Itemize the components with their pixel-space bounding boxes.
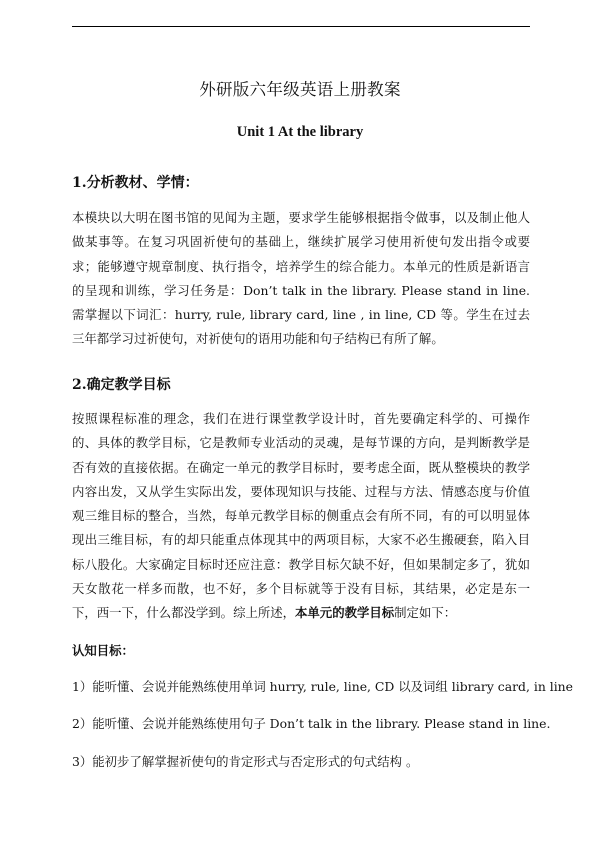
cognitive-goal-item: 2）能听懂、会说并能熟练使用句子 Don’t talk in the library. Please stand in line. xyxy=(72,716,551,731)
objectives-paragraph-bold: 本单元的教学目标 xyxy=(295,605,395,621)
objectives-paragraph xyxy=(72,407,530,626)
objectives-paragraph-main: 按照课程标准的理念，我们在进行课堂教学设计时，首先要确定科学的、可操作的、具体的教学目标，它是教师专业活动的灵魂，是每节课的方向，是判断教学是否有效的直接依据。在确定一单元的教学目标时，要考虑全面，既从整模块的教学内容出发，又从学生实际出发，要体现知识与技能、过程与方法、情感态度与价值观三维目标的整合，当然，每单元教学目标的侧重点会有所不同，有的可以明显体现出三维目标，有的却只能重点体现其中的两项目标，大家不必生搬硬套，陷入目标八股化。大家确定目标时还应注意：教学目标欠缺不好，但如果制定多了，犹如天女散花一样多而散，也不好，多个目标就等于没有目标，其结果，必定是东一下，西一下，什么都没学到。综上所述， xyxy=(72,411,530,621)
unit-subtitle: Unit 1 At the library xyxy=(236,124,364,140)
header-rule xyxy=(72,26,530,27)
section-heading-objectives: 2.确定教学目标 xyxy=(72,377,171,393)
section-heading-analysis: 1.分析教材、学情： xyxy=(72,175,199,191)
document-title: 外研版六年级英语上册教案 xyxy=(199,80,401,99)
objectives-paragraph-tail: 制定如下： xyxy=(394,605,457,621)
cognitive-goal-item: 3）能初步了解掌握祈使句的肯定形式与否定形式的句式结构 。 xyxy=(72,754,419,769)
analysis-paragraph: 本模块以大明在图书馆的见闻为主题，要求学生能够根据指令做事，以及制止他人做某事等。在复习巩固祈使句的基础上，继续扩展学习使用祈使句发出指令或要求；能够遵守规章制度、执行指令，培养学生的综合能力。本单元的性质是新语言的呈现和训练，学习任务是：Don’t talk in the library. Please stand in line. 需掌握以下词汇：hurry, rule, library card, line , in line, CD 等。学生在过去三年都学习过祈使句，对祈使句的语用功能和句子结构已有所了解。 xyxy=(72,210,530,347)
cognitive-goals-label: 认知目标： xyxy=(72,643,134,658)
cognitive-goal-item: 1）能听懂、会说并能熟练使用单词 hurry, rule, line, CD 以及词组 library card, in line xyxy=(72,679,573,694)
